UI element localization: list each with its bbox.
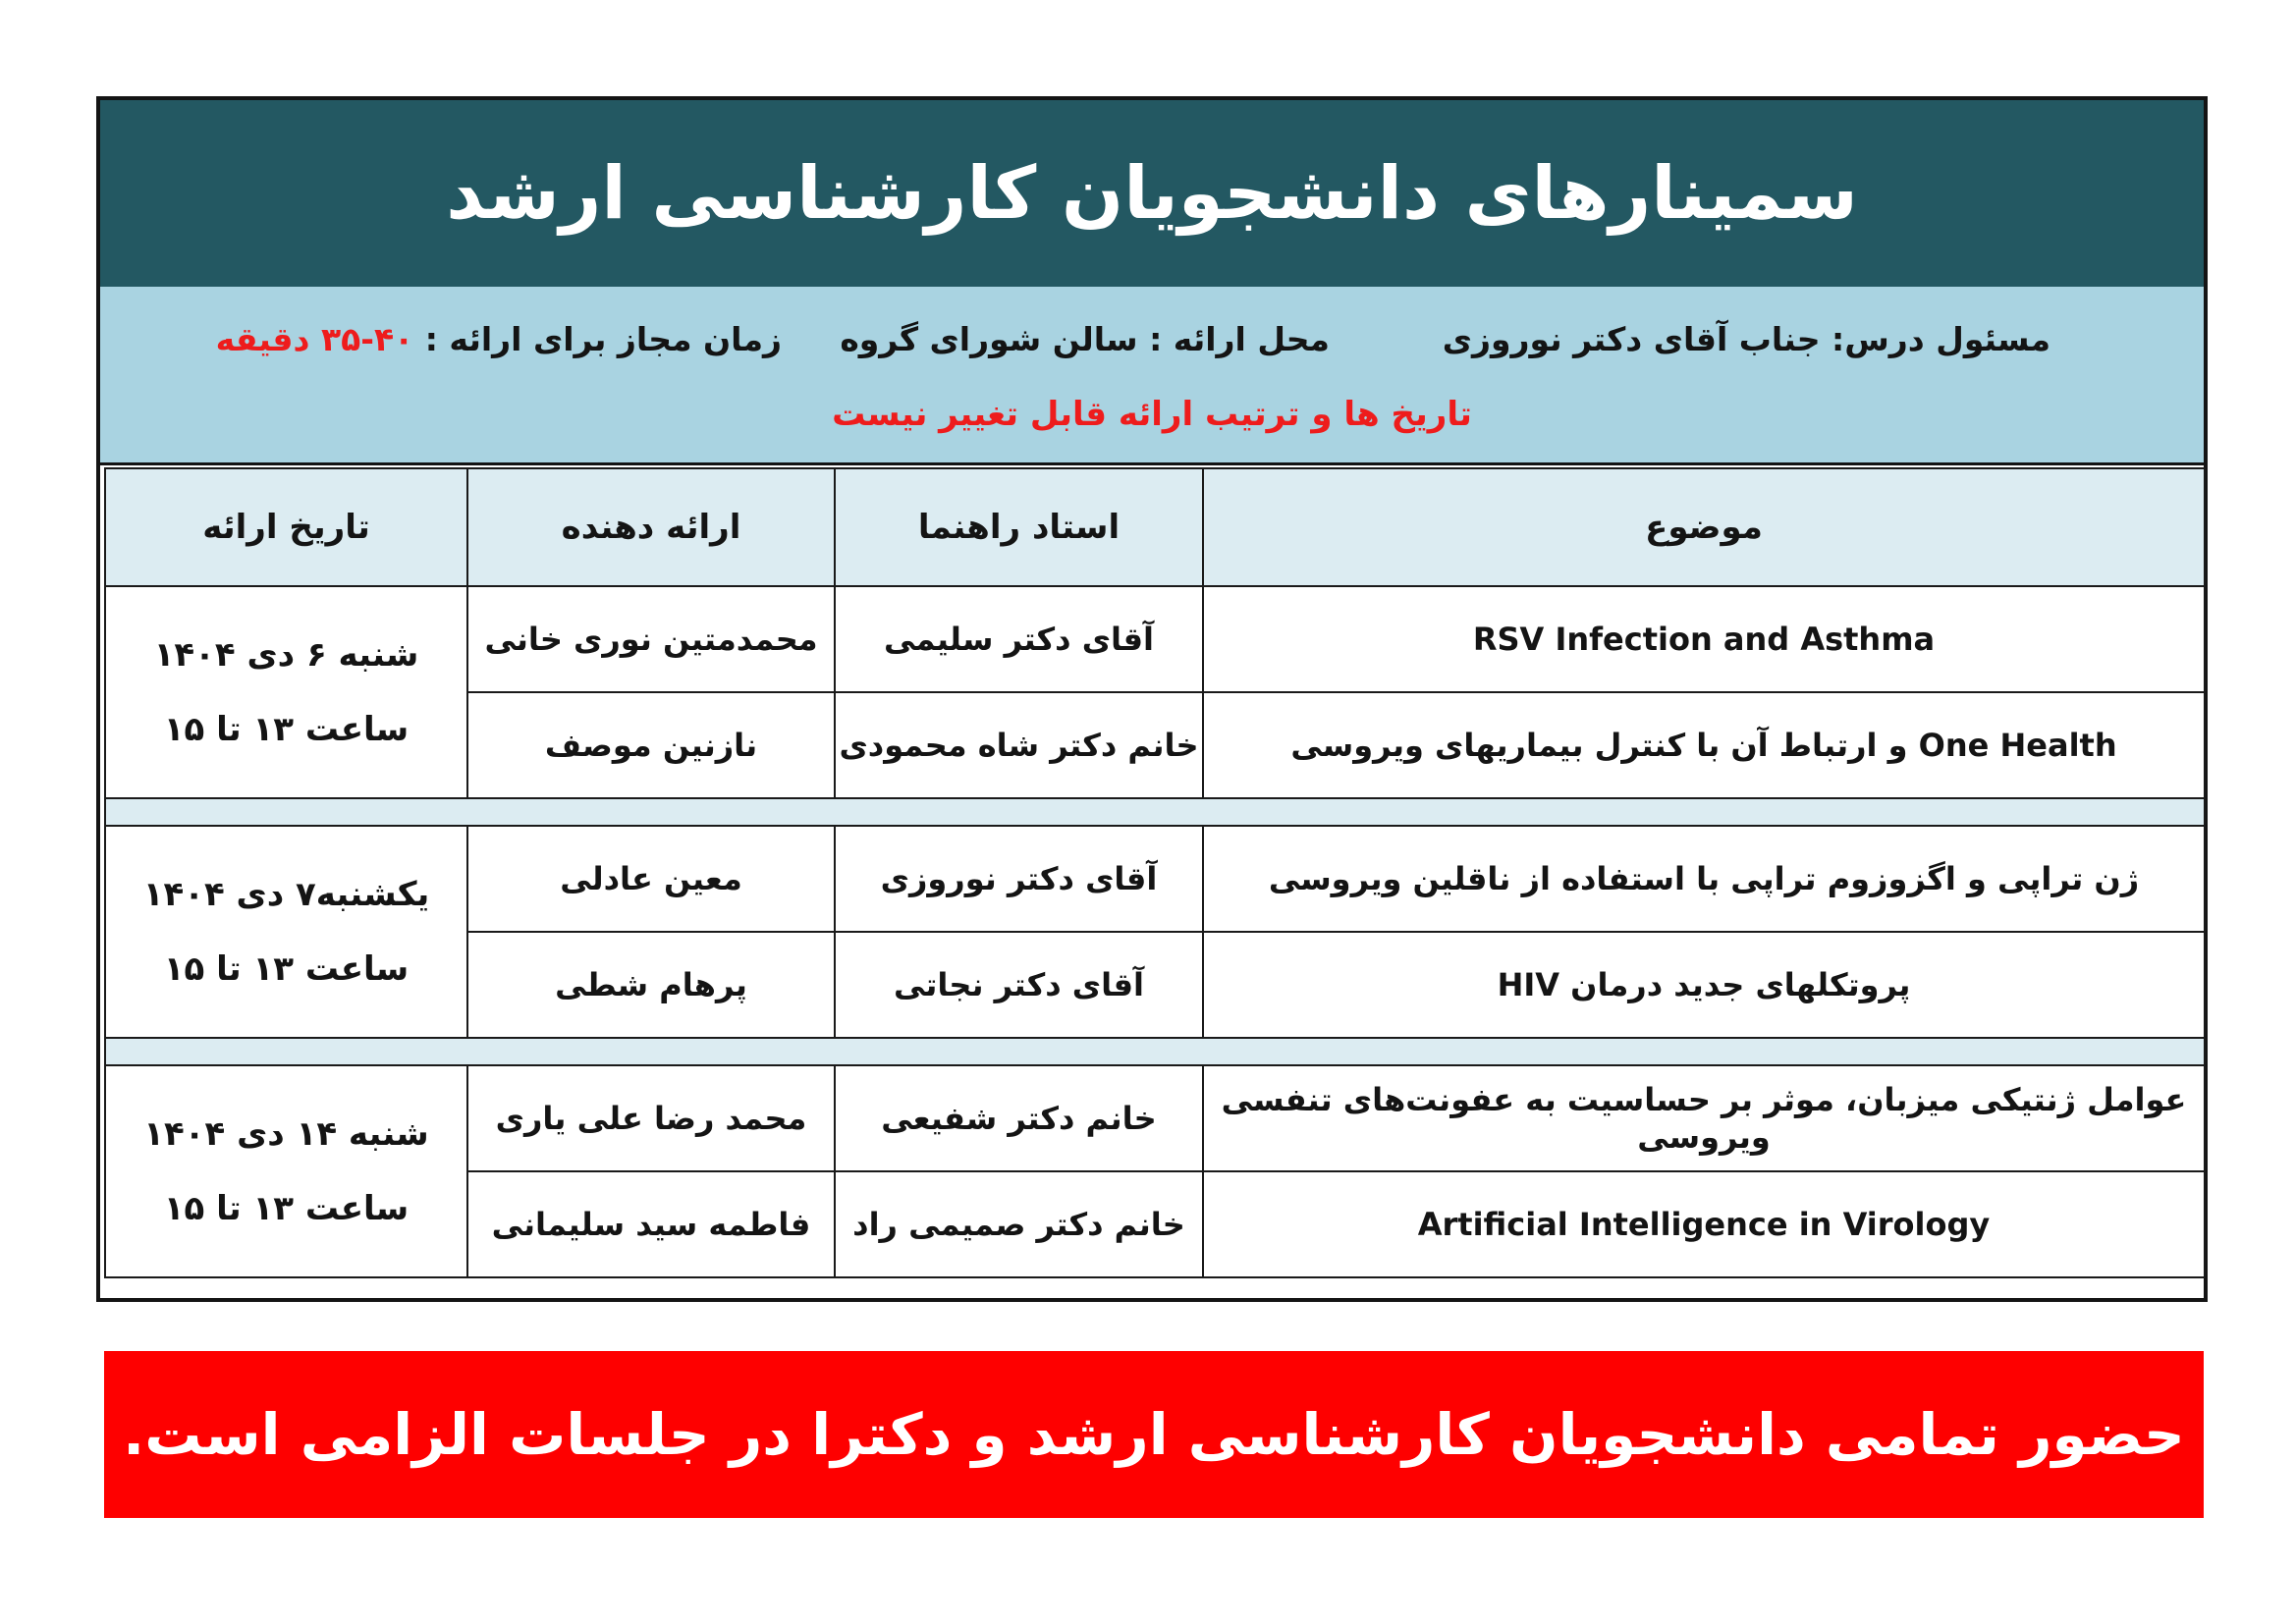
date-cell [105,586,467,798]
topic-cell: ژن تراپی و اگزوزوم تراپی با استفاده از ناقلین ویروسی [1203,826,2205,932]
session-date: شنبه ۱۴ دی ۱۴۰۴ [143,1114,429,1154]
session-date: شنبه ۶ دی ۱۴۰۴ [153,635,419,675]
advisor-cell: آقای دکتر سلیمی [835,586,1203,692]
page-title: سمینارهای دانشجویان کارشناسی ارشد [100,100,2204,287]
allowed-time [216,320,782,358]
topic-cell: RSV Infection and Asthma [1203,586,2205,692]
presenter-cell: معین عادلی [467,826,835,932]
schedule-note: تاریخ ها و ترتیب ارائه قابل تغییر نیست [832,395,1472,434]
allowed-time-value: ۴۰-۳۵ دقیقه [215,320,414,358]
header-advisor: استاد راهنما [835,468,1203,586]
session-time: ساعت ۱۳ تا ۱۵ [163,1189,410,1228]
advisor-cell: خانم دکتر شاه محمودی [835,692,1203,798]
topic-cell: Artificial Intelligence in Virology [1203,1171,2205,1277]
advisor-cell: آقای دکتر نوروزی [835,826,1203,932]
presentation-venue: محل ارائه : سالن شورای گروه [840,320,1330,358]
header-presenter: ارائه دهنده [467,468,835,586]
topic-cell: عوامل ژنتیکی میزبان، موثر بر حساسیت به عفونت‌های تنفسی ویروسی [1203,1065,2205,1171]
presenter-cell: پرهام شطی [467,932,835,1038]
table-row [105,1065,2205,1171]
course-coordinator: مسئول درس: جناب آقای دکتر نوروزی [1442,320,2050,358]
header-topic: موضوع [1203,468,2205,586]
presenter-cell: محمد رضا علی یاری [467,1065,835,1171]
date-cell [105,1065,467,1277]
schedule-table [104,467,2206,1278]
presenter-cell: محمدمتین نوری خانی [467,586,835,692]
topic-cell: One Health و ارتباط آن با کنترل بیماریهای ویروسی [1203,692,2205,798]
session-date: یکشنبه۷ دی ۱۴۰۴ [142,875,430,914]
table-row [105,586,2205,692]
advisor-cell: خانم دکتر صمیمی راد [835,1171,1203,1277]
session-time: ساعت ۱۳ تا ۱۵ [163,710,410,749]
allowed-time-label: زمان مجاز برای ارائه : [424,320,782,358]
session-separator [105,1038,2205,1065]
info-bar [100,287,2204,465]
session-separator [105,798,2205,826]
table-row [105,826,2205,932]
date-cell [105,826,467,1038]
topic-cell: پروتکلهای جدید درمان HIV [1203,932,2205,1038]
advisor-cell: خانم دکتر شفیعی [835,1065,1203,1171]
header-date: تاریخ ارائه [105,468,467,586]
schedule-frame [96,96,2208,1302]
advisor-cell: آقای دکتر نجاتی [835,932,1203,1038]
presenter-cell: فاطمه سید سلیمانی [467,1171,835,1277]
session-time: ساعت ۱۳ تا ۱۵ [163,949,410,989]
presenter-cell: نازنین موصف [467,692,835,798]
attendance-banner: حضور تمامی دانشجویان کارشناسی ارشد و دکترا در جلسات الزامی است. [104,1351,2204,1518]
table-header-row [105,468,2205,586]
